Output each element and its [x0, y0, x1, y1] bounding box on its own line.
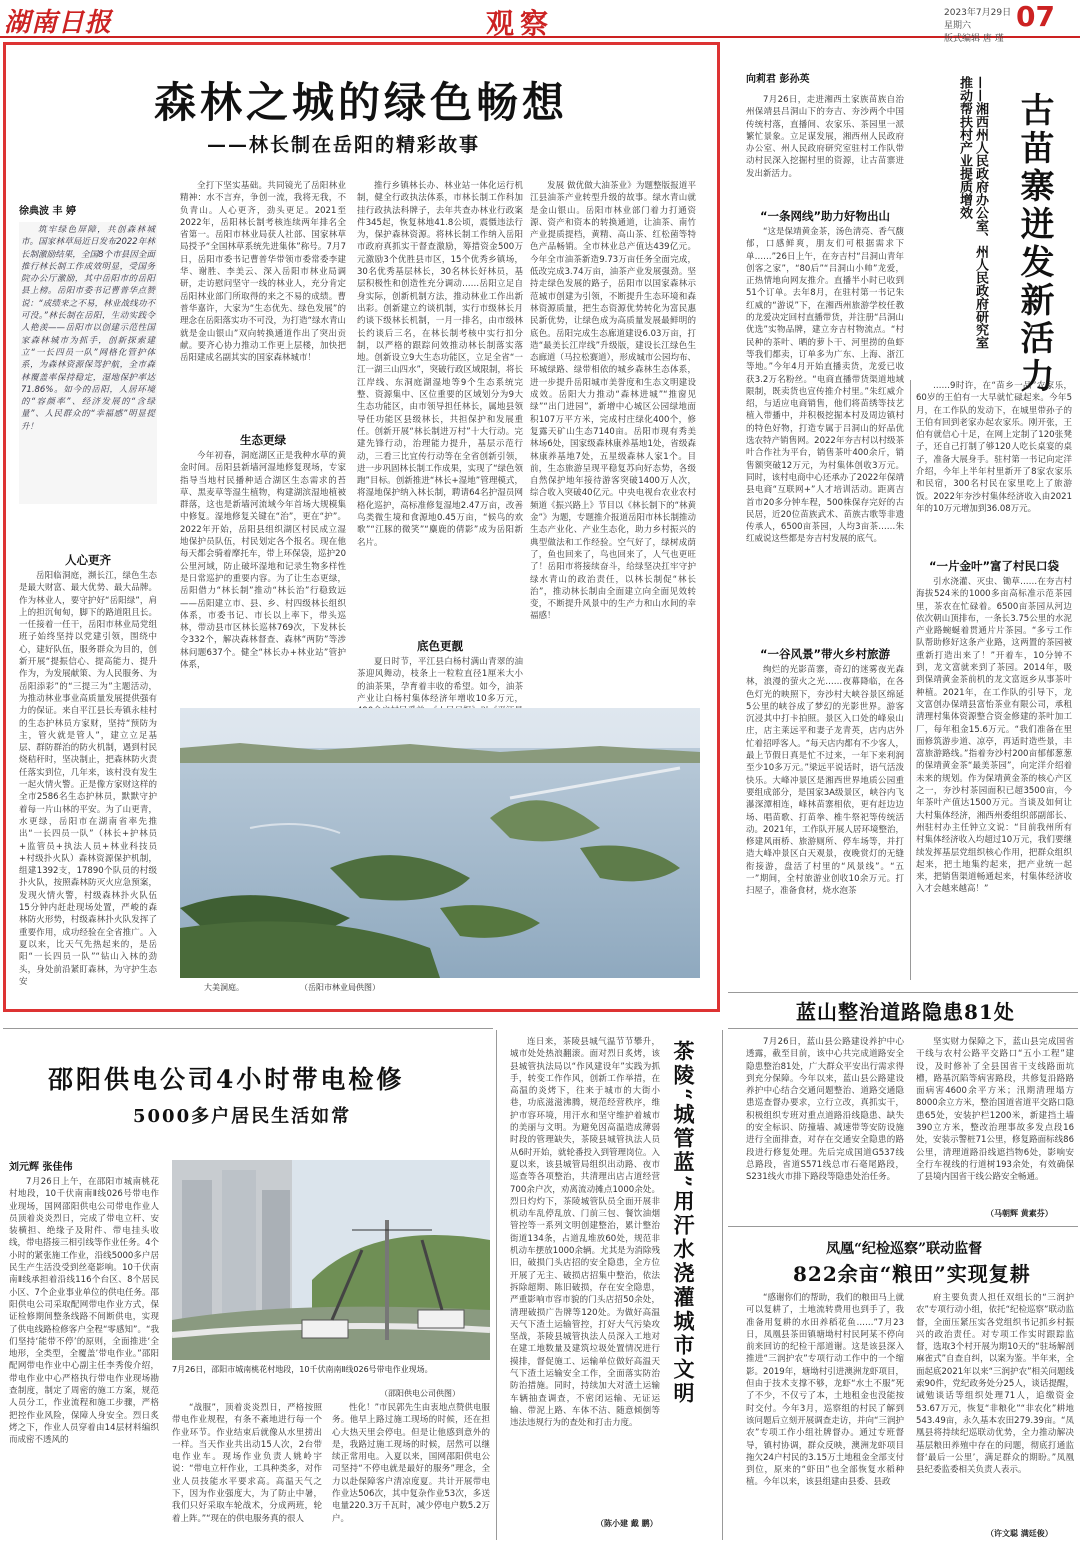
utility-work-image — [172, 1160, 490, 1360]
article1-byline: 徐典波 丰 婷 — [19, 206, 76, 217]
issue-date: 2023年7月29日 星期六 — [944, 8, 1012, 31]
article5-title: 茶陵“城管蓝”用汗水浇灌城市文明 — [671, 1040, 696, 1407]
masthead — [0, 0, 1080, 44]
article1-col-people: 岳阳临洞庭，濒长江，绿色生态是最大财富、最大优势、最大品牌。作为林业人，要守护好“岳阳绿”，肩上的担沉甸甸，脚下的路道阻且长。一任接着一任干，岳阳市林业局党组班子始终坚持以党建引领，围绕中心，建好队伍，服务群众为目的，创新开展“提振信心、提高能力、提升作为，为发展献策、为人民服务、为岳阳添彩”的“三提三为”主题活动，为推动林业事业高质量发展提供强有力的保证。来自平江县长寿镇永桂村的生态护林员方家财，坚持“预防为主，管火就是管人”，建立立足基层、群防群治的防火机制，遇到村民烧秸秆时，坚决制止，把森林防火责任落实到位，几年来，该村没有发生一起火情火警。正是像方家财这样的全市2586名生态护林员，默默守护着每一片山林的平安。为了山更青，水更绿，岳阳市在湖南省率先推出“一长四员一队”（林长+护林员+监管员+执法人员+林业科技员+村级扑火队）森林资源保护机制，组建1392支，17890个队员的村级扑火队，按照森林防灭火应急预案，发现火情火警，村级森林扑火队伍15分钟内赶赴现场处置，严峻的森林防火形势，村级森林扑火队发挥了重要作用，成功经验在全省推广。入夏以来，比天气先热起来的，是岳阳“一长四员一队”“钻山入林的劲头，身处前沿紧盯森林，为守护生态安 — [19, 571, 157, 987]
section-divider — [728, 992, 1078, 993]
column-divider — [910, 380, 911, 980]
article1-section-base: 底色更靓 — [417, 639, 463, 653]
section-divider — [3, 1028, 493, 1029]
article1-photo-caption: 大美洞庭。 — [204, 983, 244, 992]
article1-col3: 推行乡镇林长办、林业站一体化运行机制，健全行政执法体系，市林长制工作科加挂行政执法科牌子，去年共查办林业行政案件345起，恢复林地41.8公顷，震慑违法行为，保护森林资源。将林长制工作纳入岳阳市政府真抓实干督查激励，筹措资金500万元激励3个优胜县市区，15个优秀乡镇场，30名优秀基层林长，30名林长好林员，基层积极性和创造性充分调动……岳阳立足自身实际，创新机制方法，推动林业工作出新出彩。创新建立约谈机制，实行市级林长月约谈下级林长机制，一月一排名，由市级林长约谈后三名，在林长制考核中实行扣分制，以严格的跟踪问效推动林长制落实落地。创新设立9大生态功能区，立足全省“一江一湖三山四水”，突破行政区域限制，将长江岸线、东洞庭湖湿地等9个生态系统完整、资源集中、区位重要的区域划分为9大生态功能区，由市领导担任林长，属地县领导任功能区县级林长，共担保护和发展重任。创新开展“林长制进万村”十大行动。完建先锋行动，治理能力提升，基层示范行动，三看三比宜传行动等在全省创新引领，进一步巩固林长制工作成果，实现了“绿色领跑”目标。创新推进“林长+湿地”管理模式，将湿地保护纳入林长制，聘请64名护湿员网格化巡护，高标准修复湿地2.47万亩，改善鸟类微生境和食源地0.45万亩，“候鸟的欢歌”“江豚的微笑”“麋鹿的倩影”成为岳阳新名片。 — [357, 181, 523, 548]
article1-photo-credit: （岳阳市林业局供图） — [300, 983, 380, 992]
dongting-lake-photo — [180, 708, 700, 978]
article6-title: 822余亩“粮田”实现复耕 — [793, 1262, 1031, 1286]
article1-section-people: 人心更齐 — [65, 553, 111, 567]
column-divider — [722, 1030, 723, 1540]
section-title: 观察 — [486, 7, 555, 40]
article2-subtitle: ——湘西州人民政府办公室、州人民政府研究室推动帮扶村产业提质增效 — [957, 76, 988, 349]
article4-photo-caption: 7月26日，邵阳市城南桃花村地段，10千伏南南Ⅱ线026号带电作业现场。 — [172, 1365, 433, 1374]
article1-subtitle: ——林长制在岳阳的精彩故事 — [207, 134, 481, 156]
article4-byline: 刘元辉 张佳伟 — [9, 1162, 73, 1173]
article6-body-a: “感谢你们的帮助，我们的粮田马上就可以复耕了，土地流转费用也到手了，我准备用复耕的水田养稻花鱼……”7月23日，凤凰县茶田镇塘坳村村民阿某不停向前来回访的纪检干部道谢。这是该县深入推进“三润护农”专项行动工作中的一个缩影。2019年，塘坳村引进澳洲龙虾项目，但由于技术支撑不够，龙虾“水土不服”死了不少，不仅亏了本，土地租金也没能按时交付。今年3月，巡察组的村民了解到该问题后立刻开展调查走访，并向“三润护农”专项工作小组社牌督办。通过专班督导，镇村协调，群众反映，澳洲龙虾项目拖欠24户村民的3.15万土地租金全部支付到位，原来的“虾田”也全部恢复水稻种植。今年以来，该县组建由县委、县政 — [746, 1293, 904, 1488]
article1-col4: 发展 做优做大油茶业》为题整版报道平江县油茶产业转型升级的故事。绿水青山就是金山银山。岳阳市林业部门着力打通资源、资产和资本的转换通道，让油茶、南竹产业提质提档，黄精、高山茶、红松菌等特色产品畅销。全市林业总产值达439亿元。今年全市油茶新造9.73万亩任务全面完成，低改完成3.74万亩，油茶产业发展强劲。坚持走绿色发展的路子，岳阳市以国家森林示范城市创建为引领，不断提升生态环境和森林资源质量，把生态资源优势转化为富民惠民新优势，让绿色成为高质量发展最鲜明的底色。岳阳完成生态廊道建设6.03万亩，打造“最美长江岸线”升级版，建设长江绿色生态廊道（马拉松赛道），形成城市公园均布、环城绿路、绿带相依的城乡森林生态体系，进一步提升岳阳城市美誉度和生态文明建设成效。岳阳大力推动“森林进城”“推窗见绿”“出门进园”，新增中心城区公园绿地面积107万平方米，完成村庄绿化400个，修复露天矿山生态7140亩。岳阳市现有秀美林场6处，国家级森林康养基地1处，省级森林康养基地7处，五星级森林人家1个。目前，生态旅游呈现平稳复苏向好态势，各级自然保护地年接待游客突破1400万人次，综合收入突破40亿元。中央电视台农业农村频道《振兴路上》节目以《林长制下的“林黄金”》为题，专题推介报道岳阳市林长制推动生态产业化、产业生态化，助力乡村振兴的典型做法和工作经验。空气好了，绿树成荫了，鱼也回来了，鸟也回来了，人气也更旺了！岳阳市将接续奋斗，给绿坚决扛牢守护绿水青山的政治责任，以林长制促“林长治”，推动林长制由全面建立向全面见效转变，不断提升风景中的生产力和山水间的幸福感！ — [530, 181, 696, 622]
article5-body: 连日来，茶陵县城气温节节攀升，城市处处热浪翻滚。面对烈日炙烤，该县城管执法局以“作风建设年”实践为抓手，转变工作作风，创新工作举措，在高温的炎烤下，往来于城市的大街小巷，功底滋滋沸腾，规范经营秩序，维护市容环境，用汗水和坚守维护着城市的美丽与文明。为避免因高温造成薄弱时段的管理缺失，茶陵县城管执法人员从6时开始，就轮番投入到管理岗位。入夏以来，该县城管局组织出动路、夜市巡查等各项整治，共清理出店占道经营700余户次，劝离流动摊点1000余处。烈日灼灼下，茶陵城管队员全面开展非机动车乱停乱放、门前三包、餐饮油烟管控等一系列文明创建整治，累计整治街道134条，占道乱堆放60处，规范非机动车摆放1000余辆。尤其是为消除残旧，破损门头店招的安全隐患，全方位开展了无主、破损店招集中整治，依法拆除超期、陈旧破损，存在安全隐患，严重影响市容市貌的门头店招50余处，清理破损广告牌等120处。为做好高温天气下渣土运输管控，打好大气污染攻坚战，茶陵县城管执法人员深入工地对在建工地数量及建筑垃圾处置情况进行摸排，督促施工、运输单位做好高温天气下渣土运输安全工作，全面落实防治防治措施。同时，持续加大对渣土运输车辆抽查调查，不密闭运输、无证运输、带泥上路、车体不洁、随意倾倒等违法违规行为的查处和打击力度。 — [510, 1037, 660, 1429]
article1-col2a: 全打下坚实基础。共同镜光了岳阳林业精神：水不言弃，争创一流，我将无我，不负青山。人心更齐，劲头更足。2021至2022年，岳阳林长制考核连续两年排名全省第一。岳阳市林业局获人社部、国家林草局授予“全国林草系统先进集体”称号。7月7日，岳阳市委书记曹普华带领市委常委李建华、谢胜、李美云、深入岳阳市林业局调研，走访慰问坚守一线的林业人，充分肯定岳阳林业部门所取得的来之不易的成绩。曹普华嘉许，大家为“生态优先、绿色发展”的理念在岳阳落实功不可没，为打造“绿水青山就是金山银山”双向转换通道作出了突出贡献。要齐心协力推动工作更上层楼，加快把岳阳建成名副其实的国家森林城市！ — [180, 181, 346, 364]
article4-body-b: “战服”，顶着炎炎烈日，严格按照带电作业规程，有条不紊地进行每一个作业环节。作业结束后就像从水里捞出一样。当天作业共出动15人次，2台带电作业车。现场作业负责人姚岭宇说：“带电立杆作业，工具种类多，对作业人员技能水平要求高。高温天气之下，因为作业强度大，为了防止中暑，我们只好采取车轮战术，分成两班，轮着上阵。”“现在的供电服务真的很人 — [172, 1403, 322, 1524]
article4-body-a: 7月26日上午，在邵阳市城南桃花村地段，10千伏南南Ⅱ线026号带电作业现场，国网邵阳供电公司带电作业人员顶着炎炎烈日，完成了带电立杆、安装横担、绝缘子及附件、带电挂头收线，带电搭接三相引线等作业任务。4个小时的紧张施工作业，沿线5000多户居民生产生活没受到丝毫影响。10千伏南南Ⅱ线承担着沿线116个台区、8个居民小区、7个企业事业单位的供电任务。邵阳供电公司采取配网带电作业方式，保证检修期间整条线路不间断供电，实现了供电线路检修客户全程“零感知”。“我们坚持‘能带不停’的原则，全面推进‘全地形，全类型，全覆盖’带电作业。”邵阳配网带电作业中心副主任李秀俊介绍，带电作业中心严格执行带电作业现场勘查制度，制定了周密的施工方案，规范人员分工，作业流程和施工步骤，严格把控作业风险，保障人身安全。烈日炙烤之下，作业人员穿着由14层材料编织而成密不透风的 — [9, 1177, 159, 1446]
article4-body-c: 性化！”市民郭先生由衷地点赞供电服务。他早上路过施工现场的时候，还在担心大热天里会停电。但是让他感到意外的是，我路过施工现场的时候，居然可以继续正常用电。入夏以来，国网邵阳供电公司坚持“不停电就是最好的服务”理念，全力以赴保障客户清凉度夏。共计开展带电作业达506次，其中复杂作业53次，多送电量220.3万千瓦时，减少停电户数5.2万户。 — [332, 1403, 490, 1524]
article1-col2b: 今年初春，洞庭湖区正是我种水草的黄金时间。岳阳县新墙河湿地修复现场，专家指导当地村民播种适合湖区生态需求的苔草、黑麦草等湿生植物，构建湖滨湿地植被群落，这也是新墙河流域今年首场大规模集中修复。湿地修复关键在“治”，更在“护”。2022年开始，岳阳县组织湖区村民成立湿地保护员队伍，村民划定各个报名。现在他每天都会骑着摩托车，带上环保袋，巡护20公里河域，防止破坏湿地和记录生物多样性是日常巡护的重要内容。为了让生态更绿，岳阳借力“林长制”推动“林长治”行稳致远——岳阳建立市、县、乡、村四级林长组织体系，市委书记、市长以上率下，带头巡林，带动县市区林长巡林769次，下发林长令332个，解决森林督查、森林“两防”等涉林问题637个。健全“林长办+林业站”管护体系， — [180, 451, 346, 671]
article5-byline: （陈小建 戴 鹏） — [596, 1519, 658, 1528]
article2-body4: 引水浇灌、灭虫、锄草……在夯吉村海拔524米的1000多亩高标准示范茶园里，茶农在忙碌着。6500亩茶园从河边依次朝山顶排布，一条长3.75公里的水泥产业路蜿蜒着贯通片片茶园。“多亏工作队帮助修好这条产业路，这两置的茶园被重新打造出来了！”开着车，10分钟不到，龙文富就来到了茶园。2014年，吸到保靖黄金茶前机的龙文富返乡从事茶叶种植。2021年，在工作队的引导下，龙文富创办保靖县富怡茶业有限公司，承租清理村集体资源整合资金修建的茶叶加工厂，每年租金15.6万元。“我们准备在里面修筑游步道、凉亭，再适时造些景，丰富旅游路线。”指着夯沙村200亩郁郁葱葱的保靖黄金茶“最美茶园”，向定洋介绍着未来的规划。作为保靖黄金茶的核心产区之一，夯沙村茶园面积已超3500亩，今年茶叶产值达1500万元。当谈及如何让大村集体经济，湘西州委组织部副部长、州驻村办主任钟立文说：“目前我州所有村集体经济收入均超过10万元，我们要继续发挥基层党组织核心作用，把群众组织起来，把土地集约起来，把产业统一起来，把销售渠道畅通起来，村集体经济收入才会越来越高！” — [916, 577, 1072, 895]
article1-intro: 筑牢绿色屏障，共创森林城市。国家林草局近日发布2022年林长制激励结果，全国8个市县因全面推行林长制工作成效明显，受国务院办公厅激励，其中岳阳市的岳阳县上榜。岳阳市委书记曹普华点赞说：“成绩来之不易，林业战线功不可没。”林长制在岳阳，生动实践令人艳羡——岳阳市以创建示范性国家森林城市为抓手，创新探索建立“一长四员一队”网格化管护体系，为森林资源保驾护航，全市森林覆盖率保持稳定，湿地保护率达71.86%。如今的岳阳，人居环境的“容颜率”、经济发展的“含绿量”、人民群众的“幸福感”明显提升！ — [19, 222, 157, 504]
article2-section1: “一条网线”助力好物出山 — [759, 209, 891, 223]
issue-editors: 版式编辑 唐 瑾 — [944, 34, 1004, 44]
lake-landscape-image — [180, 708, 700, 978]
article4-subtitle: 5000多户居民生活如常 — [133, 1106, 352, 1127]
article2-intro: 7月26日，走进湘西土家族苗族自治州保靖县吕洞山下的夯吉、夯沙两个中国传统村落，直播间、农家乐、茶园里一派繁忙景象。立足谋发展，湘西州人民政府办公室、州人民政府研究室驻村工作队带动村民深入挖掘村里的资源，让古苗寨迸发出新活力。 — [746, 95, 904, 179]
article3-title: 蓝山整治道路隐患81处 — [796, 1000, 1015, 1024]
article1-col3b: 夏日时节，平江县白杨村满山青翠的油茶迎风舞动，枝条上一粒粒直径1厘米大小的油茶果，孕育着丰收的希望。如今，油茶产业让白杨村集体经济年增收10多万元， — [357, 657, 523, 704]
article2-title: 古苗寨迸发新活力 — [1014, 92, 1054, 396]
article3-body-a: 7月26日，蓝山县公路建设养护中心透露，截至目前，该中心共完成道路安全隐患整治81处，广大群众平安出行需求得到充分保障。今年以来，蓝山县公路建设养护中心结合交通问题整治、道路交通隐患巡查督办要求，立行立改，真抓实干，积极组织专班对重点道路沿线隐患、缺失的安全标识、防撞墙、减速带等安防设施进行全面排查，对存在交通安全隐患的路段进行修复处理。先后完成国道G537线总路段，省道S571线总市石毫尾路段，S231线火市排下路段等隐患处治任务。 — [746, 1037, 904, 1183]
section-divider — [728, 1028, 1078, 1029]
article6-byline: （许文聪 满廷俊） — [986, 1529, 1053, 1538]
article1-title: 森林之城的绿色畅想 — [154, 78, 569, 127]
column-divider — [496, 1030, 497, 1540]
page-number: 07 — [1016, 0, 1055, 33]
issue-info — [944, 7, 1016, 46]
article2-body2: 绚烂的光影苗寨，奇幻的迷雾夜光森林，浪漫的萤火之光……夜幕降临，在各色灯光的映照下，夯沙村大峡谷景区绵延5公里的峡谷成了梦幻的光影世界。游客沉浸其中打卡拍照。景区入口处的峰泉山庄，店主莱远平和妻子龙青英，店内店外忙着招呼客人。“每天店内都有不少客人，最上节假日真是忙不过来，一年下来利润至少10多万元。”梁远平说话时，语气活泼快乐。大峰冲景区是湘西世界地质公园重要组成部分，是国家3A级景区，峡谷内飞瀑深潭相连，峰林苗寨相依，更有赶边边场、唱苗歌、打苗拳、椎牛祭祀等传统活动。2021年，工作队开展人居环境整治，修建风雨桥、旅游厕所、停车场等，并打造大峰冲景区白天观景，夜晚赏灯的无缝衔接游，盘活了村里的“风景线”。“五一”期间，全村旅游业创收10余万元。打扫屋子，准备食材，烧水泡茶 — [746, 665, 904, 897]
article1-section-eco: 生态更绿 — [240, 433, 286, 447]
power-line-work-photo — [172, 1160, 490, 1360]
article2-body1: “这是保靖黄金茶，汤色清亮、香气馥郁，口感鲜爽，朋友们可根据需求下单……”26日上午，在夯吉村“吕洞山青年创客之家”，“80后”“吕洞山小帅”龙爱，正热情地向网友推介。直播半小时已收到51个订单。去年8月，在驻村第一书记朱红威的“游说”下，在湘西州旅游学校任教的龙爱决定回村直播带货，并注册“吕洞山优选”实物品牌，建立夯吉村物流点。“村民种的茶叶、晒的萝卜干、河里捞的鱼虾等我们都卖，订单多为广东、上海、浙江等地。”今年4月开始直播卖货，龙爱已收获3.2万名粉丝。“电商直播带货渠道地域限制，既卖货也宣传推介村里。”朱红威介绍，与适应电商销售，他们将苗绣等技艺植入带播中，并积极挖掘本村及周边镇村的特色好物，打造专属于吕洞山的好品优选农特产销售网。2022年夯吉村以村级茶叶合作社为平台，销售茶叶400余斤，销售额突破12万元，为村集体创收3万元。同时，该村电商中心还承办了2022年保靖县电商“互联网+”人才培训活动。距离吉首市20多分钟车程，500株保存完好的古民居，近20位苗族武术、苗族古歌等非遗传承人，6500亩茶园，人均3亩茶……朱红威说这些都是夯吉村发展的底气。 — [746, 227, 904, 545]
article2-section2: “一谷风景”带火乡村旅游 — [759, 647, 891, 661]
article2-section3: “一片金叶”富了村民口袋 — [928, 559, 1060, 573]
section-divider — [728, 1226, 1078, 1227]
article4-title: 邵阳供电公司4小时带电检修 — [48, 1065, 405, 1094]
article2-body3: ……9时许，在“苗乡一品”农家乐，60岁的王伯有一大早就忙碌起来。今年5月，在工作队的发动下，在城里带孙子的王伯有回到老家办起农家乐。刚开张，王伯有就信心十足，在网上定制了120张凳子，还自己打制了够120人吃长桌宴的桌子，准备大展身手。驻村第一书记向定洋介绍，今年上半年村里新开了8家农家乐和民宿，300名村民在家里吃上了旅游饭。2022年夯沙村集体经济收入由2021年的10万元增加到36.08万元。 — [916, 381, 1072, 514]
article4-photo-credit: （邵阳供电公司供图） — [380, 1389, 460, 1398]
article2-byline: 向莉君 彭孙英 — [746, 74, 810, 85]
article6-body-b: 府主要负责人担任双组长的“三润护农”专项行动小组，依托“纪检巡察”联动监督，全面压紧压实各党组织书记抓乡村振兴的政治责任。对专项工作实时跟踪监督，选取3个村开展为期10天的“驻场解剖麻雀式”自查自纠，以案为鉴。半年来，全面起底2021年以来“三润护农”相关问题线索90件，党纪政务处分25人，谈话提醒，诫勉谈话等组织处理71人，追缴资金53.67万元，恢复“非粮化”“非农化”耕地543.49亩，永久基本农田279.39亩。“凤凰县将持续纪巡联动优势，全力推动解决基层粮田养殖中存在的问题，彻底打通监督‘最后一公里’，满足群众的期盼。”凤凰县纪委监委相关负责人表示。 — [916, 1293, 1074, 1476]
article3-byline: （马朝辉 黄素芬） — [986, 1209, 1053, 1218]
article3-body-b: 坚实财力保障之下，蓝山县完成国省干线与农村公路平交路口“五小工程”建设，及时修补了全县国省干支线路面坑槽，路基沉陷等病害路段，共修复沿路路面病害4600余平方米；汛期清理塌方8000余立方米，整治国道省道平交路口隐患65处，安装护栏1200米，新建挡土墙390立方米，整改治理事故多发点段16处，安装示警桩71公里，修复路面标线86公里，清理道路沿线遮挡物6处，影响安全行车视线的行道树193余处，有效确保了县境内国省干线公路安全畅通。 — [916, 1037, 1074, 1183]
newspaper-logo: 湖南日报 — [4, 8, 113, 38]
article6-title-small: 凤凰“纪检巡察”联动监督 — [826, 1241, 983, 1257]
